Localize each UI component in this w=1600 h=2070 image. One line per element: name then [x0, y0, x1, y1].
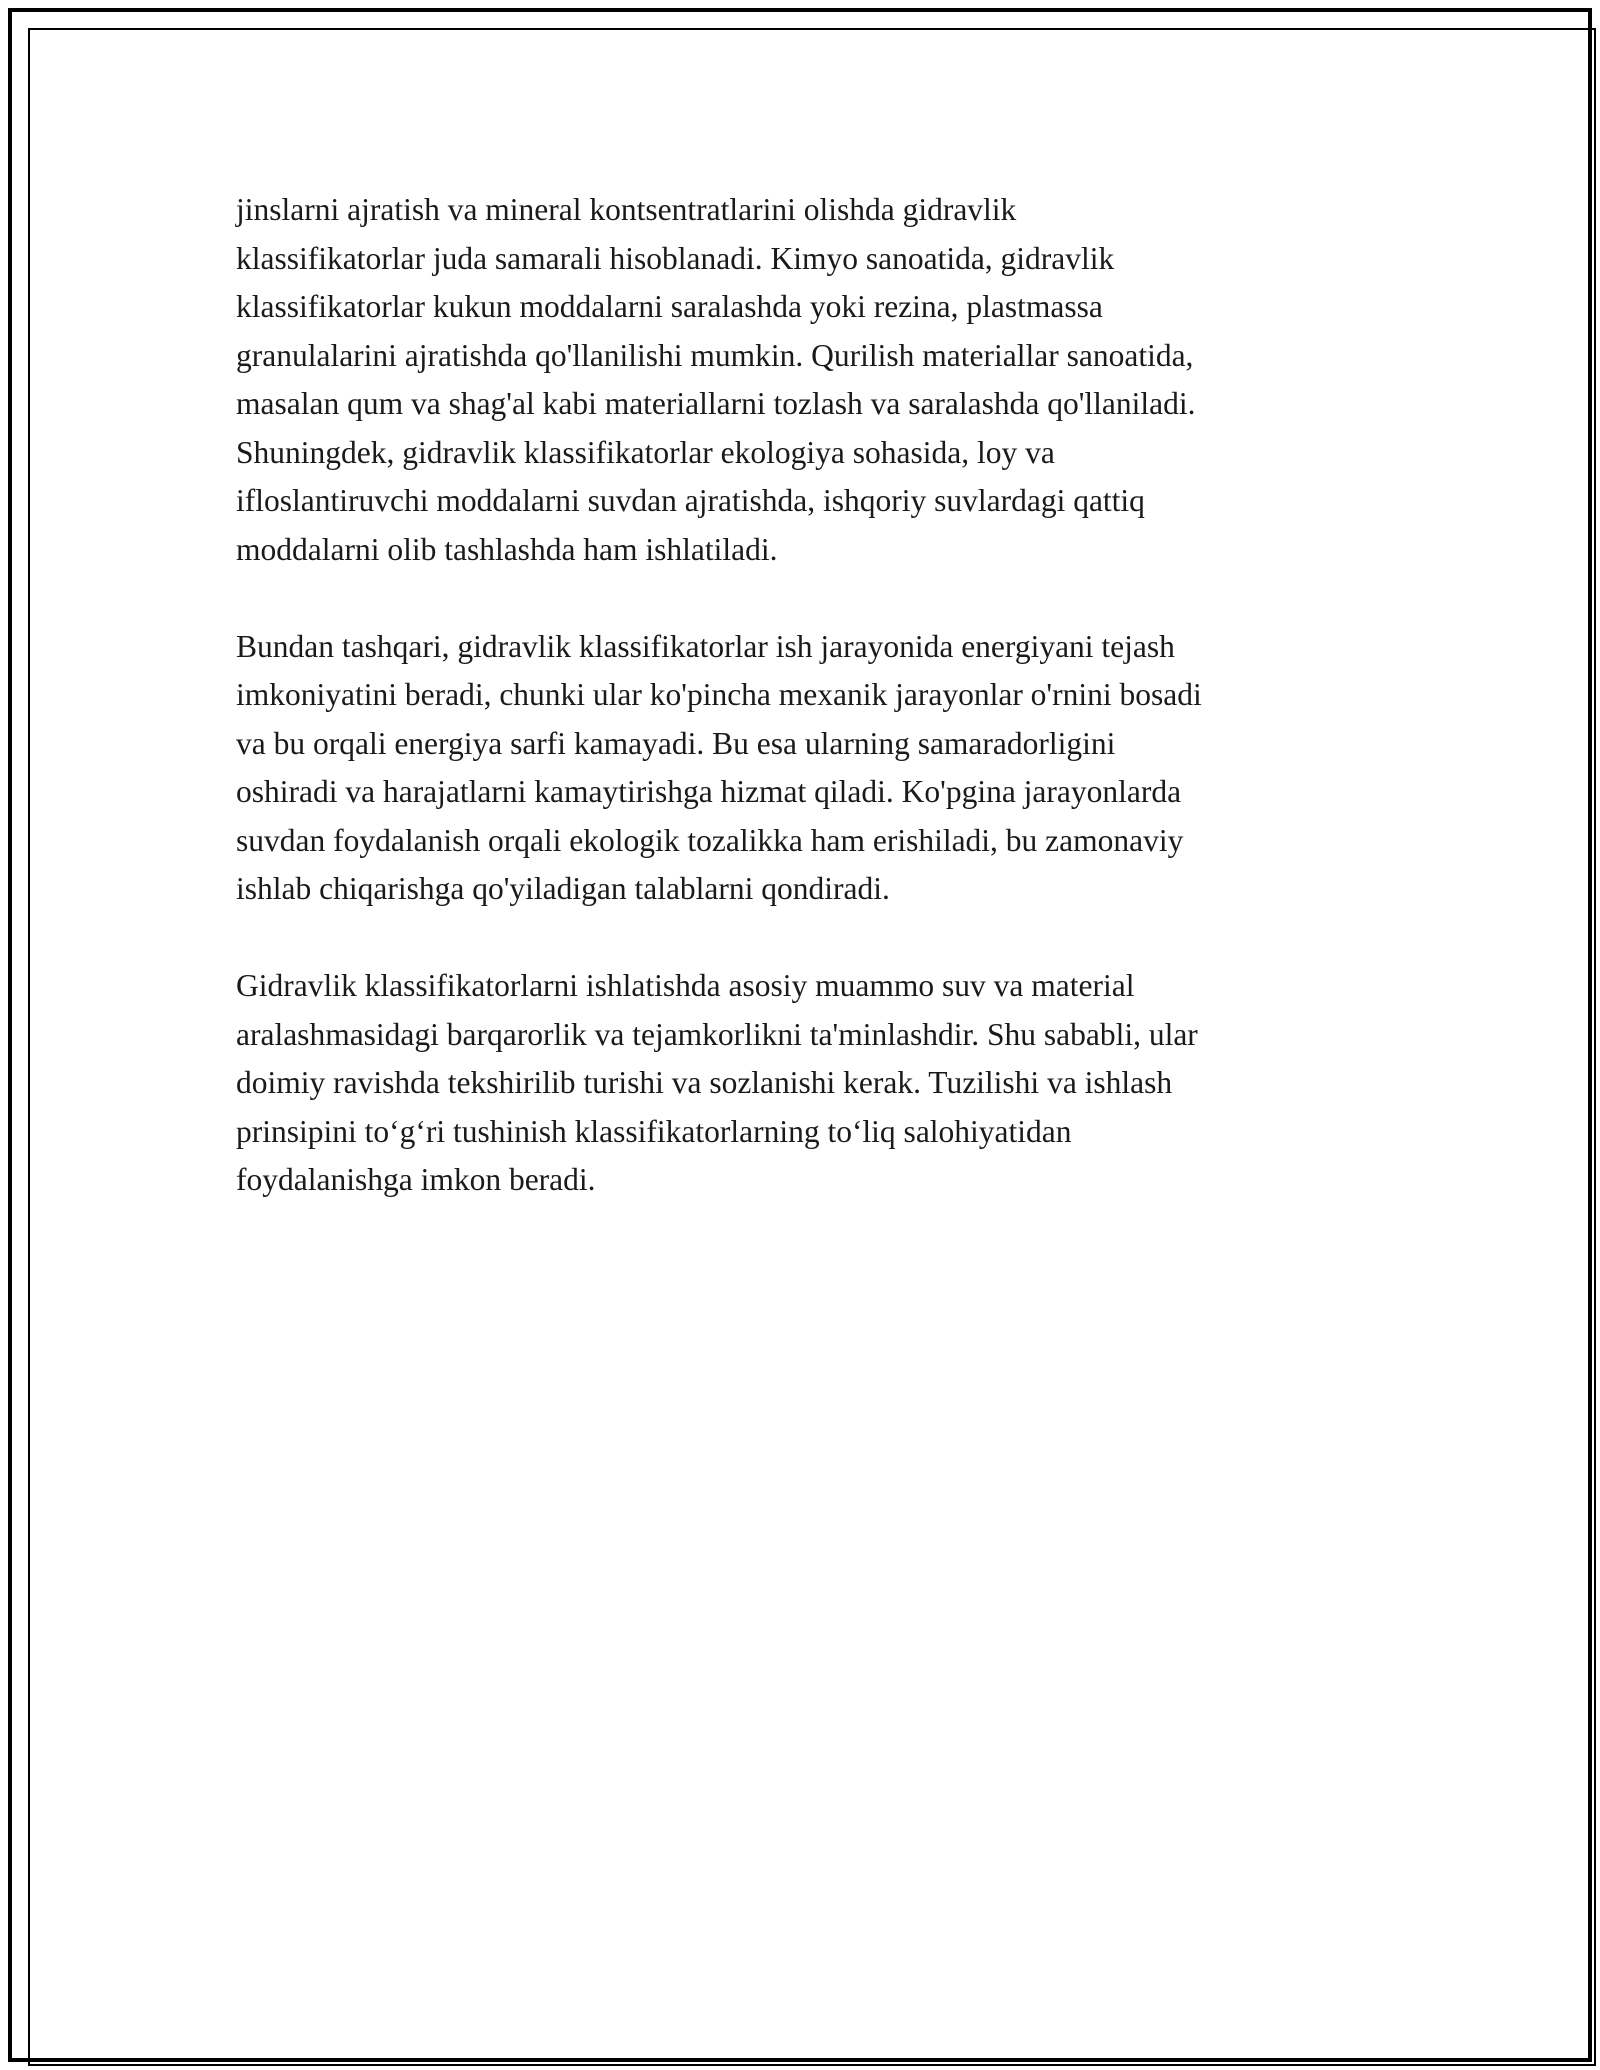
paragraph-3: Gidravlik klassifikatorlarni ishlatishda asosiy muammo suv va material aralashmasidagi barqarorlik va tejamkorlikni ta'minlashdir. Shu sababli, ular doimiy ravishda tekshirilib turishi va sozlanishi kerak. Tuzilishi va ishlash prinsipini to‘g‘ri tushinish klassifikatorlarning to‘liq salohiyatidan foydalanishga imkon beradi. — [236, 968, 1198, 1197]
document-body — [236, 186, 1366, 1205]
paragraph-2: Bundan tashqari, gidravlik klassifikatorlar ish jarayonida energiyani tejash imkoniyatini beradi, chunki ular ko'pincha mexanik jarayonlar o'rnini bosadi va bu orqali energiya sarfi kamayadi. Bu esa ularning samaradorligini oshiradi va harajatlarni kamaytirishga hizmat qiladi. Ko'pgina jarayonlarda suvdan foydalanish orqali ekologik tozalikka ham erishiladi, bu zamonaviy ishlab chiqarishga qo'yiladigan talablarni qondiradi. — [236, 628, 1202, 906]
paragraph-1: jinslarni ajratish va mineral kontsentratlarini olishda gidravlik klassifikatorlar juda samarali hisoblanadi. Kimyo sanoatida, gidravlik klassifikatorlar kukun moddalarni saralashda yoki rezina, plastmassa granulalarini ajratishda qo'llanilishi mumkin. Qurilish materiallar sanoatida, masalan qum va shag'al kabi materiallarni tozlash va saralashda qo'llaniladi. Shuningdek, gidravlik klassifikatorlar ekologiya sohasida, loy va ifloslantiruvchi moddalarni suvdan ajratishda, ishqoriy suvlardagi qattiq moddalarni olib tashlashda ham ishlatiladi. — [236, 192, 1196, 567]
